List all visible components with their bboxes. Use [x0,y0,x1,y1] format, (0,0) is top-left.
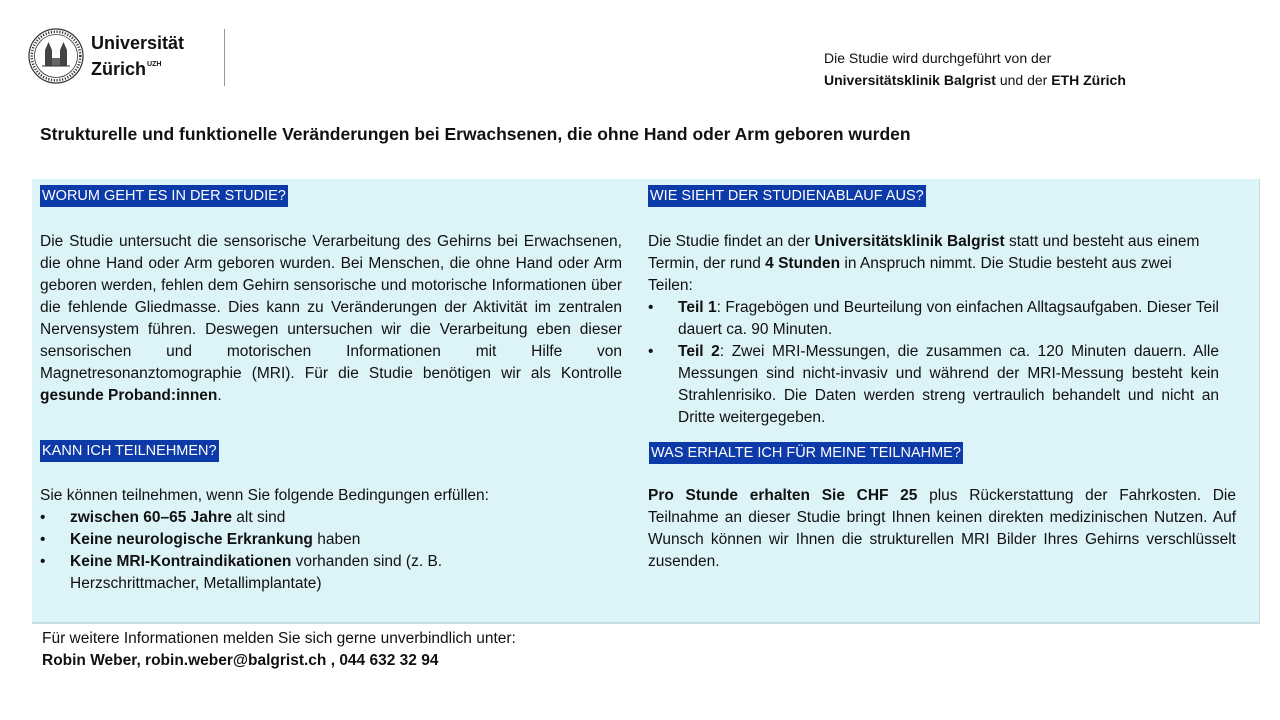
university-logo [28,28,184,84]
section-text-worum: Die Studie untersucht die sensorische Verarbeitung des Gehirns bei Erwachsenen, die ohne Hand oder Arm geboren wurden. Bei Menschen, die ohne Hand oder Arm geboren werden, fehlen dem Gehirn sensorische und motorische Informationen über die fehlende Gliedmasse. Dies kann zu Veränderungen der Aktivität im zentralen Nervensystem führen. Deswegen untersuchen wir die Verarbeitung eben dieser sensorischen und motorischen Informationen mit Hilfe von Magnetresonanztomographie (MRI). Für die Studie benötigen wir als Kontrolle gesunde Proband:innen. [40,233,622,404]
contact-details: Robin Weber, robin.weber@balgrist.ch , 044 632 32 94 [42,652,439,669]
university-name-line1: Universität [91,32,185,53]
organizer-eth: ETH Zürich [1051,72,1126,88]
section-text-kann [40,485,540,595]
organizer-info: Die Studie wird durchgeführt von der Universitätsklinik Balgrist und der ETH Zürich [824,47,1126,91]
criteria-list [40,507,540,595]
contact-footer [42,628,516,672]
university-seal-icon [28,28,84,84]
section-heading-erhalte: WAS ERHALTE ICH FÜR MEINE TEILNAHME? [649,442,963,464]
university-abbr: UZH [147,60,162,68]
list-item: • zwischen 60–65 Jahre alt sind [40,507,540,529]
organizer-balgrist: Universitätsklinik Balgrist [824,72,996,88]
section-text-ablauf: Die Studie findet an der Universitätsklinik Balgrist statt und besteht aus einem Termin, der rund 4 Stunden in Anspruch nimmt. Die Studie besteht aus zwei Teilen: • Teil 1: Fragebögen und Beurteilung von einfachen Alltagsaufgaben. Dieser Teil dauert ca. 90 Minuten. • Teil 2: Zwei MRI-Messungen, die zusammen ca. 120 Minuten dauern. Alle Messungen sind nicht-invasiv und während der MRI-Messung besteht kein Strahlenrisiko. Die Daten werden streng vertraulich behandelt und nicht an Dritte weitergegeben. [648,231,1219,429]
contact-intro: Für weitere Informationen melden Sie sich gerne unverbindlich unter: [42,630,516,647]
section-heading-ablauf: WIE SIEHT DER STUDIENABLAUF AUS? [648,185,926,207]
page-title: Strukturelle und funktionelle Veränderungen bei Erwachsenen, die ohne Hand oder Arm geboren wurden [40,124,911,144]
study-parts-list [648,297,1219,429]
organizer-intro: Die Studie wird durchgeführt von der [824,50,1052,66]
kann-intro: Sie können teilnehmen, wenn Sie folgende Bedingungen erfüllen: [40,487,489,504]
section-heading-kann: KANN ICH TEILNEHMEN? [40,440,219,462]
list-item: • Teil 2: Zwei MRI-Messungen, die zusammen ca. 120 Minuten dauern. Alle Messungen sind nicht-invasiv und während der MRI-Messung besteht kein Strahlenrisiko. Die Daten werden streng vertraulich behandelt und nicht an Dritte weitergegeben. [648,341,1219,429]
university-name-line2: Zürich [91,58,147,79]
list-item: • Keine neurologische Erkrankung haben [40,529,540,551]
header-divider [224,29,225,86]
list-item: • Teil 1: Fragebögen und Beurteilung von einfachen Alltagsaufgaben. Dieser Teil dauert ca. 90 Minuten. [648,297,1219,341]
section-text-erhalte: Pro Stunde erhalten Sie CHF 25 plus Rückerstattung der Fahrkosten. Die Teilnahme an dieser Studie bringt Ihnen keinen direkten medizinischen Nutzen. Auf Wunsch können wir Ihnen die strukturellen MRI Bilder Ihres Gehirns verschlüsselt zusenden. [648,487,1236,570]
content-panel [32,179,1260,624]
section-heading-worum: WORUM GEHT ES IN DER STUDIE? [40,185,288,207]
list-item: • Keine MRI-Kontraindikationen vorhanden sind (z. B. Herzschrittmacher, Metallimplantate) [40,551,490,595]
